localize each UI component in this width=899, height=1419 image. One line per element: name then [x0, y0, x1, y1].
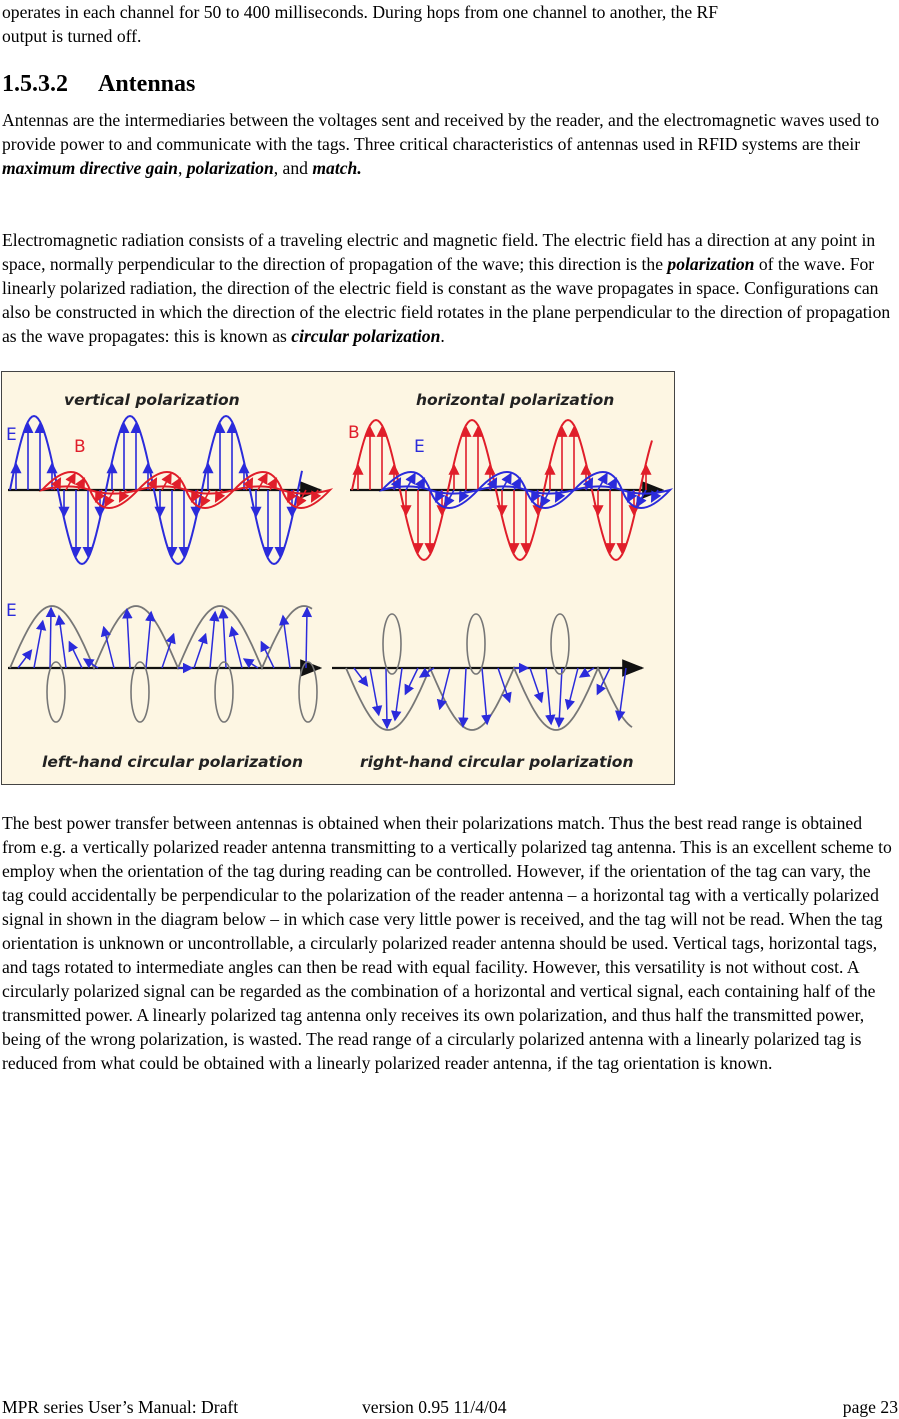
term-match: match.	[312, 158, 362, 178]
footer-page-number: page 23	[842, 1397, 898, 1417]
section-heading	[2, 68, 195, 100]
right-circular-loop	[467, 614, 485, 674]
label-b-vertical: B	[74, 437, 86, 457]
polarization-diagram	[2, 372, 674, 784]
footer-manual-title: MPR series User’s Manual: Draft	[2, 1397, 239, 1417]
right-circular-arrow	[619, 668, 626, 720]
right-circular-envelope	[346, 668, 632, 730]
right-circular-arrow	[395, 668, 402, 720]
left-circular-arrow	[104, 627, 114, 668]
separator-2: , and	[273, 158, 313, 178]
right-circular-arrow	[440, 668, 450, 709]
left-circular-arrow	[50, 608, 51, 668]
polarization-figure	[1, 371, 675, 785]
left-circular-arrow	[232, 627, 242, 668]
footer-version: version 0.95 11/4/04	[362, 1397, 507, 1417]
right-circular-arrow	[580, 668, 594, 677]
right-circular-arrow	[370, 668, 379, 715]
separator-1: ,	[177, 158, 187, 178]
b-field-vertical-arrow	[216, 490, 222, 501]
label-left-hand-circular: left-hand circular polarization	[42, 753, 303, 771]
left-circular-loop	[299, 662, 317, 722]
left-circular-arrow	[146, 612, 151, 668]
left-circular-arrow	[283, 616, 290, 668]
polarization-text-a: Electromagnetic radiation consists of a traveling electric and magnetic field. The electric field has a direction at any point in space, normally perpendicular to the direction of propagation of the wave; this direction is the	[2, 230, 876, 274]
left-circular-loop	[47, 662, 65, 722]
left-circular-envelope	[10, 606, 312, 668]
left-circular-arrow	[162, 634, 174, 668]
polarization-text-c: .	[440, 326, 445, 346]
right-circular-arrow	[405, 668, 418, 694]
e-field-horizontal-arrow	[460, 490, 466, 501]
label-e-vertical: E	[6, 425, 17, 445]
b-field-vertical-arrow	[120, 490, 126, 501]
left-circular-arrow	[306, 608, 307, 668]
right-circular-loop	[383, 614, 401, 674]
b-field-vertical-arrow	[312, 490, 318, 501]
right-circular-arrow	[559, 668, 562, 726]
term-circular-polarization: circular polarization	[291, 326, 441, 346]
left-circular-loop	[131, 662, 149, 722]
right-circular-arrow	[482, 668, 487, 724]
section-title: Antennas	[98, 71, 196, 97]
left-circular-arrow	[18, 650, 31, 668]
right-circular-arrow	[530, 668, 542, 702]
section-number: 1.5.3.2	[2, 71, 68, 97]
left-circular-arrow	[223, 610, 226, 668]
right-circular-arrow	[463, 668, 466, 726]
left-circular-arrow	[69, 642, 82, 668]
intro-line-2: output is turned off.	[2, 26, 142, 46]
power-transfer-paragraph: The best power transfer between antennas is obtained when their polarizations match. Thus the best read range is obtained from e.g. a vertically polarized reader antenna transmitting to a vertically polarized tag antenna. This is an excellent scheme to employ when the orientation of the tag during reading can be controlled. However, if the orientation of the tag can vary, the tag could accidentally be perpendicular to the polarization of the reader antenna – a horizontal tag with a vertically polarized signal in shown in the diagram below – in which case very little power is received, and the tag will not be read. When the tag orientation is unknown or uncontrollable, a circularly polarized reader antenna should be used. Vertical tags, horizontal tags, and tags rotated to intermediate angles can then be read with equal facility. However, this versatility is not without cost. A circularly polarized signal can be regarded as the combination of a horizontal and vertical signal, each containing half of the transmitted power. A linearly polarized tag antenna only receives its own polarization, and thus half the transmitted power, being of the wrong polarization, is wasted. The read range of a circularly polarized antenna with a linearly polarized tag is reduced from what could be obtained with a linearly polarized reader antenna, if the tag orientation is known.	[2, 813, 892, 1073]
right-circular-arrow	[546, 668, 551, 724]
intro-paragraph	[2, 0, 892, 48]
label-b-horizontal: B	[348, 423, 360, 443]
right-circular-arrow	[386, 668, 387, 728]
right-circular-arrow	[568, 668, 578, 709]
left-circular-arrow	[194, 634, 206, 668]
term-polarization: polarization	[186, 158, 274, 178]
term-polarization-2: polarization	[667, 254, 755, 274]
left-circular-arrow	[210, 612, 215, 668]
right-circular-arrow	[354, 668, 367, 686]
label-e-horizontal: E	[414, 437, 425, 457]
label-right-hand-circular: right-hand circular polarization	[360, 753, 634, 771]
label-horizontal-polarization: horizontal polarization	[416, 391, 615, 409]
left-circular-loop	[215, 662, 233, 722]
left-circular-arrow	[244, 659, 258, 668]
e-field-horizontal-arrow	[556, 490, 562, 501]
label-vertical-polarization: vertical polarization	[64, 391, 240, 409]
page-footer	[2, 1396, 898, 1418]
right-circular-arrow	[498, 668, 510, 702]
intro-line-1: operates in each channel for 50 to 400 milliseconds. During hops from one channel to another, the RF	[2, 2, 719, 22]
polarization-text-b: of the wave. For linearly polarized radiation, the direction of the electric field is constant as the wave propagates in space. Configurations can also be constructed in which the direction of the electric field rotates in the plane perpendicular to the direction of propagation as the wave propagates: this is known as	[2, 254, 891, 346]
left-circular-arrow	[59, 616, 66, 668]
antennas-text: Antennas are the intermediaries between the voltages sent and received by the reader, and the electromagnetic waves used to provide power to and communicate with the tags. Three critical characteristics of antennas used in RFID systems are their	[2, 110, 880, 154]
left-circular-arrow	[127, 610, 130, 668]
term-max-directive-gain: maximum directive gain	[2, 158, 178, 178]
right-circular-loop	[551, 614, 569, 674]
e-field-horizontal-arrow	[652, 490, 658, 501]
antennas-paragraph	[2, 108, 892, 180]
polarization-paragraph	[2, 228, 892, 348]
left-circular-arrow	[34, 621, 43, 668]
label-e-circular: E	[6, 601, 17, 621]
